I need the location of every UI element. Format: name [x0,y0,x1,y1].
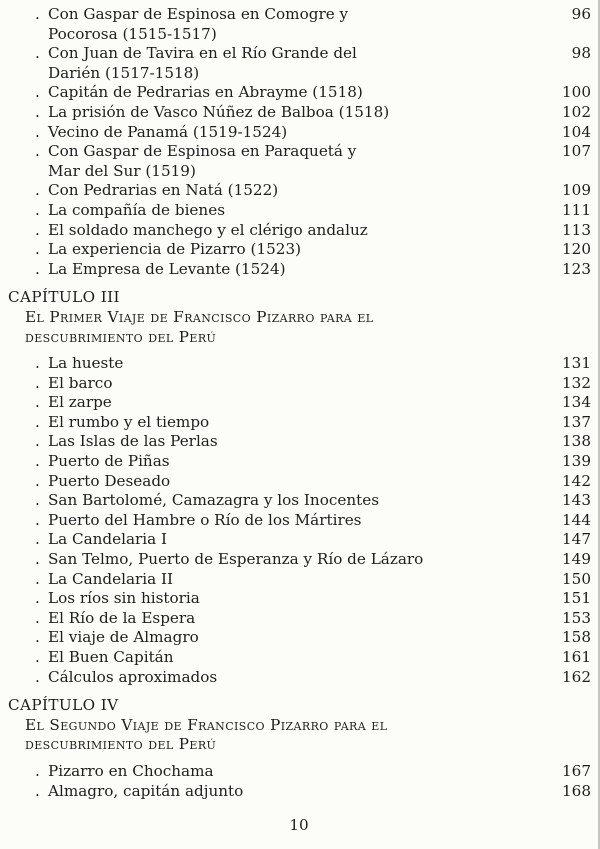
toc-entry [0,762,598,782]
chapter-subtitle [0,308,598,347]
entry-title-line: Mar del Sur (1519) [48,161,196,180]
entry-title-line: La prisión de Vasco Núñez de Balboa (1518) [48,102,390,121]
entry-page-number: 113 [562,220,591,239]
entry-bullet: . [35,761,40,780]
toc-entry [0,221,598,241]
chapter-heading-block [0,696,598,755]
entry-title-line: El viaje de Almagro [48,628,199,647]
entry-page-number: 139 [562,452,591,471]
chapter-subtitle-line: descubrimiento del Perú [25,735,217,754]
entry-page-number: 102 [562,102,591,121]
entry-page-number: 138 [562,432,591,451]
toc-entry [0,782,598,802]
entry-page-number: 150 [562,569,591,588]
entry-bullet: . [35,648,40,666]
entry-bullet: . [35,220,40,239]
entry-title-line: El zarpe [48,393,112,412]
entry-title-line: Los ríos sin historia [48,589,200,608]
chapter-subtitle-line: El Segundo Viaje de Francisco Pizarro para el [25,715,388,734]
chapter-heading-block [0,288,598,347]
toc-entry [0,103,598,123]
toc-entry [0,83,598,103]
entry-page-number: 111 [562,200,591,219]
entry-bullet: . [35,432,40,451]
entry-title [48,354,545,374]
toc-entry [0,530,598,550]
toc-entry [0,628,598,648]
entry-page-number: 153 [562,608,591,627]
entry-title [48,260,545,280]
entry-bullet: . [35,452,40,471]
entry-page-number: 132 [562,373,591,392]
entry-title-line: El Río de la Espera [48,608,196,627]
entry-bullet: . [35,122,40,141]
entry-bullet: . [35,240,40,259]
entry-title [48,570,545,590]
entry-page-number: 168 [562,781,591,800]
entry-page-number: 158 [562,628,591,647]
entry-page-number: 96 [571,5,591,23]
entry-page-number: 107 [562,142,591,161]
entry-page-number: 149 [562,550,591,569]
entry-bullet: . [35,5,40,23]
entry-bullet: . [35,667,40,686]
entry-title [48,491,545,511]
entry-title-line: Almagro, capitán adjunto [48,781,244,800]
entry-title [48,609,545,629]
entry-page-number: 147 [562,530,591,549]
entry-bullet: . [35,412,40,431]
entry-bullet: . [35,142,40,161]
entry-bullet: . [35,259,40,278]
toc-entry [0,260,598,280]
entry-bullet: . [35,44,40,63]
entry-bullet: . [35,569,40,588]
entry-bullet: . [35,200,40,219]
entry-title-line: El soldado manchego y el clérigo andaluz [48,220,368,239]
entry-title [48,648,545,668]
entry-title-line: Cálculos aproximados [48,667,218,686]
entry-page-number: 151 [562,589,591,608]
entry-page-number: 134 [562,393,591,412]
table-of-contents [0,5,598,801]
toc-entry [0,550,598,570]
entry-bullet: . [35,491,40,510]
toc-entry [0,181,598,201]
entry-title [48,589,545,609]
entry-title-line: Con Gaspar de Espinosa en Comogre y [48,5,349,23]
entry-page-number: 162 [562,667,591,686]
entry-bullet: . [35,393,40,412]
toc-entry [0,413,598,433]
entry-page-number: 123 [562,259,591,278]
toc-entry [0,393,598,413]
toc-entry [0,240,598,260]
entry-page-number: 161 [562,648,591,666]
entry-title [48,628,545,648]
entry-bullet: . [35,628,40,647]
entry-bullet: . [35,354,40,373]
entry-title [48,550,545,570]
toc-entry [0,44,598,83]
entry-title [48,5,545,44]
entry-title-line: Puerto de Piñas [48,452,170,471]
entry-bullet: . [35,102,40,121]
entry-bullet: . [35,510,40,529]
toc-entry [0,374,598,394]
entry-title [48,511,545,531]
entry-title-line: La Empresa de Levante (1524) [48,259,286,278]
entry-title-line: Darién (1517-1518) [48,63,200,82]
entry-title [48,762,545,782]
entry-title [48,181,545,201]
entry-title-line: Con Pedrarias en Natá (1522) [48,181,279,200]
entry-title-line: La experiencia de Pizarro (1523) [48,240,302,259]
toc-entry [0,609,598,629]
entry-title [48,103,545,123]
entry-title [48,142,545,181]
chapter-subtitle-line: El Primer Viaje de Francisco Pizarro para el [25,307,374,326]
entry-page-number: 131 [562,354,591,373]
entry-title [48,374,545,394]
entry-title [48,201,545,221]
entry-page-number: 100 [562,83,591,102]
entry-title-line: La Candelaria II [48,569,174,588]
entry-title [48,472,545,492]
toc-entry [0,142,598,181]
entry-title-line: La hueste [48,354,124,373]
entry-title-line: El Buen Capitán [48,648,174,666]
entry-page-number: 120 [562,240,591,259]
entry-title [48,83,545,103]
toc-entry [0,648,598,668]
entry-bullet: . [35,471,40,490]
entry-title-line: La compañía de bienes [48,200,225,219]
entry-title [48,44,545,83]
entry-title-line: Capitán de Pedrarias en Abrayme (1518) [48,83,363,102]
toc-entry [0,452,598,472]
toc-entry [0,589,598,609]
entry-title-line: Puerto del Hambre o Río de los Mártires [48,510,362,529]
toc-entry [0,5,598,44]
entry-title-line: La Candelaria I [48,530,168,549]
toc-entry [0,472,598,492]
entry-page-number: 144 [562,510,591,529]
toc-entry [0,432,598,452]
entry-bullet: . [35,530,40,549]
toc-entry [0,570,598,590]
entry-title-line: Con Juan de Tavira en el Río Grande del [48,44,357,63]
entry-bullet: . [35,83,40,102]
entry-bullet: . [35,589,40,608]
toc-entry [0,668,598,688]
entry-title [48,668,545,688]
chapter-subtitle [0,716,598,755]
toc-entry [0,201,598,221]
entry-title-line: San Telmo, Puerto de Esperanza y Río de Lázaro [48,550,424,569]
entry-page-number: 104 [562,122,591,141]
entry-title [48,413,545,433]
entry-bullet: . [35,608,40,627]
toc-entry [0,491,598,511]
entry-bullet: . [35,373,40,392]
footer-page-number: 10 [289,816,309,835]
entry-title [48,530,545,550]
entry-bullet: . [35,781,40,800]
entry-title [48,221,545,241]
entry-title-line: Vecino de Panamá (1519-1524) [48,122,288,141]
toc-entry [0,354,598,374]
entry-title [48,452,545,472]
entry-title-line: San Bartolomé, Camazagra y los Inocentes [48,491,380,510]
entry-title-line: Con Gaspar de Espinosa en Paraquetá y [48,142,357,161]
entry-title-line: Pizarro en Chochama [48,761,214,780]
entry-page-number: 142 [562,471,591,490]
toc-entry [0,123,598,143]
entry-page-number: 167 [562,761,591,780]
toc-entry [0,511,598,531]
entry-title-line: Las Islas de las Perlas [48,432,218,451]
entry-title-line: El rumbo y el tiempo [48,412,210,431]
entry-bullet: . [35,550,40,569]
entry-page-number: 137 [562,412,591,431]
entry-page-number: 143 [562,491,591,510]
chapter-title: CAPÍTULO III [8,288,120,307]
entry-title-line: El barco [48,373,113,392]
entry-title [48,782,545,802]
entry-title [48,240,545,260]
entry-title [48,393,545,413]
entry-title-line: Puerto Deseado [48,471,171,490]
chapter-title: CAPÍTULO IV [8,696,119,715]
entry-title [48,432,545,452]
entry-page-number: 98 [571,44,591,63]
entry-page-number: 109 [562,181,591,200]
entry-title [48,123,545,143]
entry-bullet: . [35,181,40,200]
chapter-subtitle-line: descubrimiento del Perú [25,327,217,346]
entry-title-line: Pocorosa (1515-1517) [48,24,217,43]
